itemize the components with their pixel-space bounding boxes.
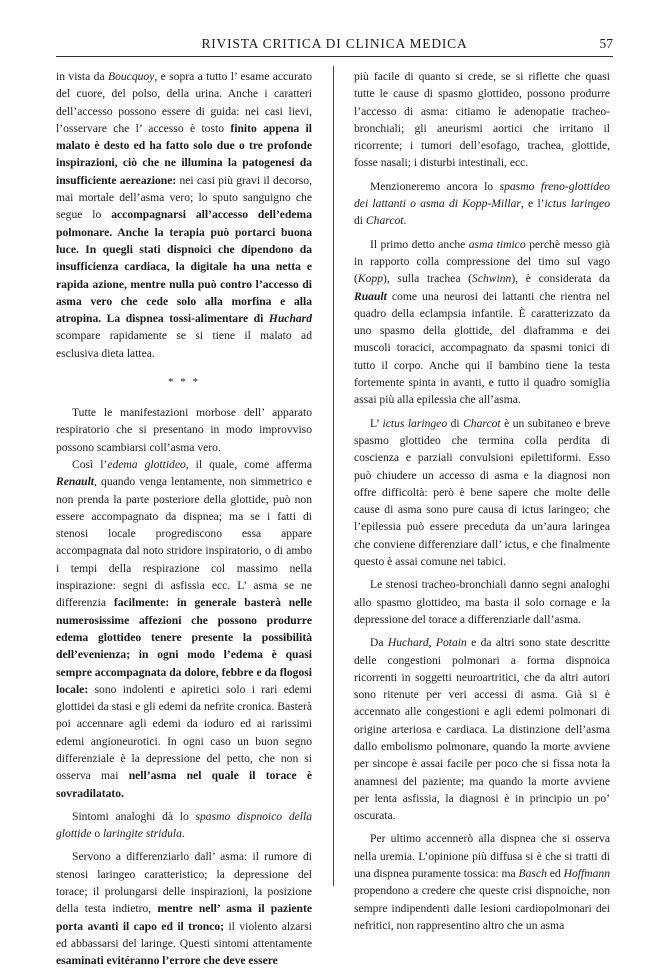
paragraph: Il primo detto anche asma timico perchè messo già in rapporto colla compressione del timo sul vago (Kopp), sulla trachea (Schwinn), è considerata da Ruault come una neurosi dei lattanti che rientra nel quadro della eclampsia infantile. È caratterizzato da uno spasmo della glottide, del diaframma e dei muscoli toracici, accompagnato da spasmi tonici di tutto il corpo. Anche qui il bambino tiene la testa fortemente spinta in avanti, e tutto il quadro somiglia assai più alla epilessia che all’asma. xyxy=(354,237,610,407)
paragraph: Tutte le manifestazioni morbose dell’ apparato respiratorio che si presentano in modo improvviso possono scambiarsi coll’asma vero. xyxy=(56,406,312,454)
paragraph: Menzioneremo ancora lo spasmo freno-glottideo dei lattanti o asma di Kopp-Millar, e l’ictus laringeo di Charcot. xyxy=(354,179,610,228)
page-number: 57 xyxy=(599,36,613,51)
paragraph: Da Huchard, Potain e da altri sono state descritte delle congestioni polmonari a forma dispnoica ricorrenti in soggetti neuroartritici, che da altri autori sono ritenute per veri accessi di asma. Già si è accennato alle congestioni e agli edemi polmonari di origine arteriosa e cardiaca. La distinzione dell’asma dallo embolismo polmonare, quando la morte avviene per sincope è assai facile per poco che si fissa nota la anamnesi del paziente; ma quando la morte avviene per lenta asfissia, la diagnosi è in principio un po’ oscurata. xyxy=(354,636,610,823)
paragraph: L’ ictus laringeo di Charcot è un subitaneo e breve spasmo glottideo che termina colla perdita di coscienza e parziali convulsioni epilettiformi. Esso può chiudere un accesso di asma e la diagnosi non offre difficoltà: però è bene sapere che molte delle cause di asma sono pure causa di ictus laringeo; che l’epilessia può essere preceduta da un’aura laringea che conviene differenziare dall’ ictus, e che finalmente questo è assai comune nei tabici. xyxy=(354,416,610,569)
running-title: RIVISTA CRITICA DI CLINICA MEDICA xyxy=(201,36,468,51)
paragraph: Servono a differenziarlo dall’ asma: il rumore di stenosi laringeo caratteristico; la depressione del torace; il prolungarsi delle inspirazioni, la posizione della testa indietro, mentre nell’ asma il paziente porta avanti il capo ed il tronco; il violento alzarsi ed abbassarsi del laringe. Questi sintomi attentamente esaminati evitéranno l’errore che deve essere xyxy=(56,850,313,968)
right-column xyxy=(354,68,610,934)
left-column xyxy=(56,68,312,970)
paragraph: Così l’edema glottideo, il quale, come afferma Renault, quando venga lentamente, non simmetrico e non prenda la parte posteriore della glottide, può non essere accompagnato da dispnea; ma se i fatti di stenosi locale progrediscono essa appare accompagnata dal noto stridore inspiratorio, o di ambo i tempi della respirazione col massimo nella inspirazione: segni di asfissia ecc. L’ asma se ne differenzia facilmente: in generale basterà nelle numerosissime affezioni che possono produrre edema glottideo tenere presente la possibilità dell’evenienza; in ogni modo l’edema è quasi sempre accompagnata da dolore, febbre e da flogosi locale: sono indolenti e apiretici solo i rari edemi glottidei da stasi e gli edemi da nefrite cronica. Basterà poi accennare agli edemi da ioduro ed ai rarissimi edemi angioneurotici. In ogni caso un buon segno differenziale è la depressione del petto, che non si osserva mai nell’asma nel quale il torace è sovradilatato. xyxy=(56,457,313,800)
asterism-separator: * * * xyxy=(168,376,200,389)
paragraph: Per ultimo accennerò alla dispnea che si osserva nella uremia. L’opinione più diffusa si è che si tratti di una dispnea puramente tossica: ma Basch ed Hoffmann propendono a credere che queste crisi dispnoiche, non sempre indipendenti dalle lesioni cardiopolmonari dei nefritici, non rappresentino altro che un asma xyxy=(354,832,610,932)
running-header xyxy=(56,36,613,57)
column-divider xyxy=(333,66,334,886)
paragraph: Le stenosi tracheo-bronchiali danno segni analoghi allo spasmo glottideo, ma basta il solo cornage e la depressione del torace a differenziarle dall’asma. xyxy=(354,578,610,626)
paragraph: più facile di quanto si crede, se si riflette che quasi tutte le cause di spasmo glottideo, possono produrre l’accesso di asma: citiamo le adenopatie tracheo-bronchiali; gli aneurismi aortici che irritano il ricorrente; i tumori dell’esofago, trachea, glottide, fosse nasali; i disturbi intestinali, ecc. xyxy=(354,70,610,170)
paragraph: in vista da Boucquoy, e sopra a tutto l’ esame accurato del cuore, del polso, della urina. Anche i caratteri dell’accesso possono essere di guida: nei casi lievi, l’osservare che l’ accesso è tosto finito appena il malato è desto ed ha fatto solo due o tre profonde inspirazioni, ciò che ne illumina la patogenesi da insufficiente aereazione: nei casi più gravi il decorso, mai mortale dell’asma vero; lo sputo sanguigno che segue lo accompagnarsi all’accesso dell’edema polmonare. Anche la terapia può portarci buona luce. In quegli stati dispnoici che dipendono da insufficienza cardiaca, la digitale ha una netta e rapida azione, mentre nulla può contro l’accesso di asma vero che cede solo alla morfina e alla atropina. La dispnea tossi-alimentare di Huchard scompare rapidamente se si tiene il malato ad esclusiva dieta lattea. xyxy=(56,70,313,360)
paragraph: Sintomi analoghi dà lo spasmo dispnoico della glottide o laringite stridula. xyxy=(56,809,312,841)
